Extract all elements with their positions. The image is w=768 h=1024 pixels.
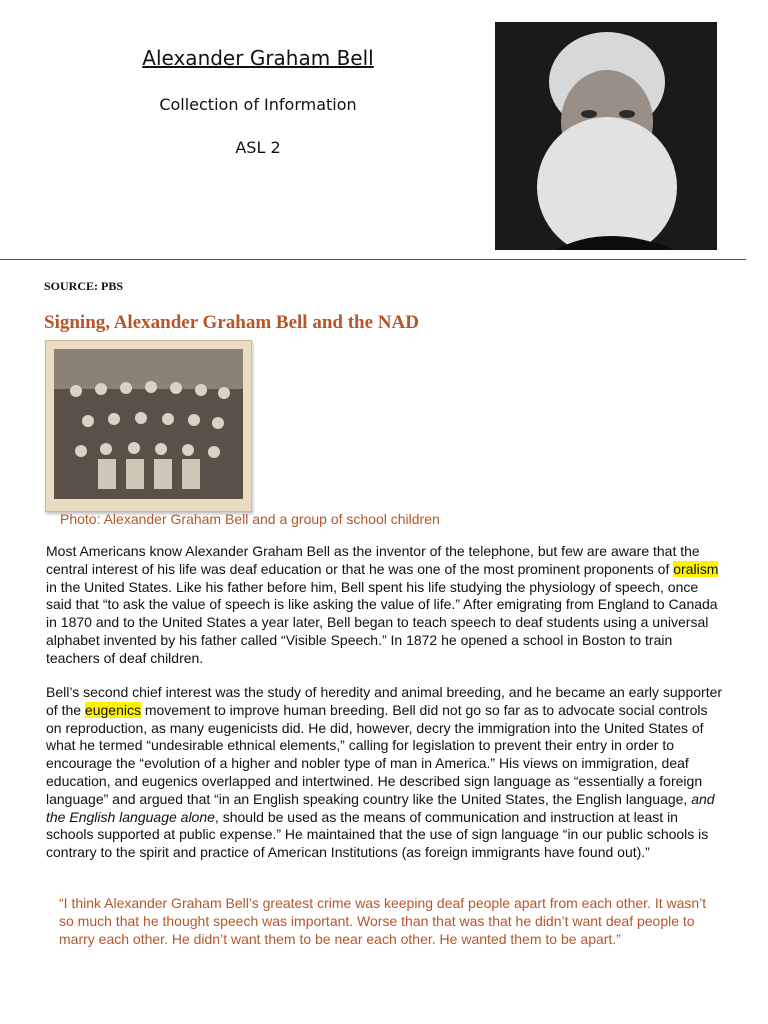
photo-caption: Photo: Alexander Graham Bell and a group of school children bbox=[60, 511, 440, 527]
paragraph-oralism bbox=[46, 543, 726, 668]
paragraph-text: , should be used as the means of communication and instruction at least in schools supported at public expense.” He maintained that the use of sign language “in our public schools is contrary to the spirit and practice of American Institutions (as foreign immigrants have found out).” bbox=[46, 808, 709, 861]
document-subtitle: Collection of Information bbox=[159, 95, 357, 114]
portrait-illustration bbox=[495, 22, 717, 250]
course-label: ASL 2 bbox=[235, 138, 281, 157]
header-divider bbox=[0, 259, 746, 260]
paragraph-text: Bell’s second chief interest was the study of heredity and animal breeding, and he became an early supporter of the bbox=[46, 684, 723, 718]
paragraph-text: Most Americans know Alexander Graham Bell as the inventor of the telephone, but few are aware that the central interest of his life was deaf education or that he was one of the most prominent proponents of bbox=[46, 543, 700, 577]
paragraph-text: movement to improve human breeding. Bell did not go so far as to advocate social controls on reproduction, as many eugenicists did. He did, however, decry the immigration into the United States of what he termed “undesirable ethnical elements,” calling for legislation to prevent their entry in order to encourage the “evolution of a higher and nobler type of man in America.” His views on immigration, deaf education, and eugenics overlapped and intertwined. He described sign language as “essentially a foreign language” and argued that “in an English speaking country like the United States, the English language, bbox=[46, 701, 708, 807]
document-title: Alexander Graham Bell bbox=[142, 46, 374, 70]
bell-portrait-photo bbox=[495, 22, 717, 250]
paragraph-eugenics bbox=[46, 684, 726, 862]
paragraph-text: in the United States. Like his father before him, Bell spent his life studying the physiology of speech, once said that “to ask the value of speech is like asking the value of life.” After emigrating from England to Canada in 1870 and to the United States a year later, Bell began to teach speech to deaf students using a universal alphabet invented by his father called “Visible Speech.” In 1872 he opened a school in Boston to train teachers of deaf children. bbox=[46, 578, 718, 666]
pull-quote: “I think Alexander Graham Bell’s greatest crime was keeping deaf people apart from each other. It wasn’t so much that he thought speech was important. Worse than that was that he didn’t want deaf people to marry each other. He didn’t want them to be near each other. He wanted them to be apart.” bbox=[59, 895, 707, 947]
group-photo-illustration bbox=[46, 341, 251, 511]
highlighted-term-oralism: oralism bbox=[673, 560, 719, 577]
highlighted-term-eugenics: eugenics bbox=[84, 701, 141, 718]
italic-phrase: and the English language alone bbox=[46, 790, 715, 825]
school-children-photo bbox=[45, 340, 252, 512]
section-heading: Signing, Alexander Graham Bell and the NAD bbox=[44, 312, 419, 333]
source-label: SOURCE: PBS bbox=[44, 279, 124, 293]
